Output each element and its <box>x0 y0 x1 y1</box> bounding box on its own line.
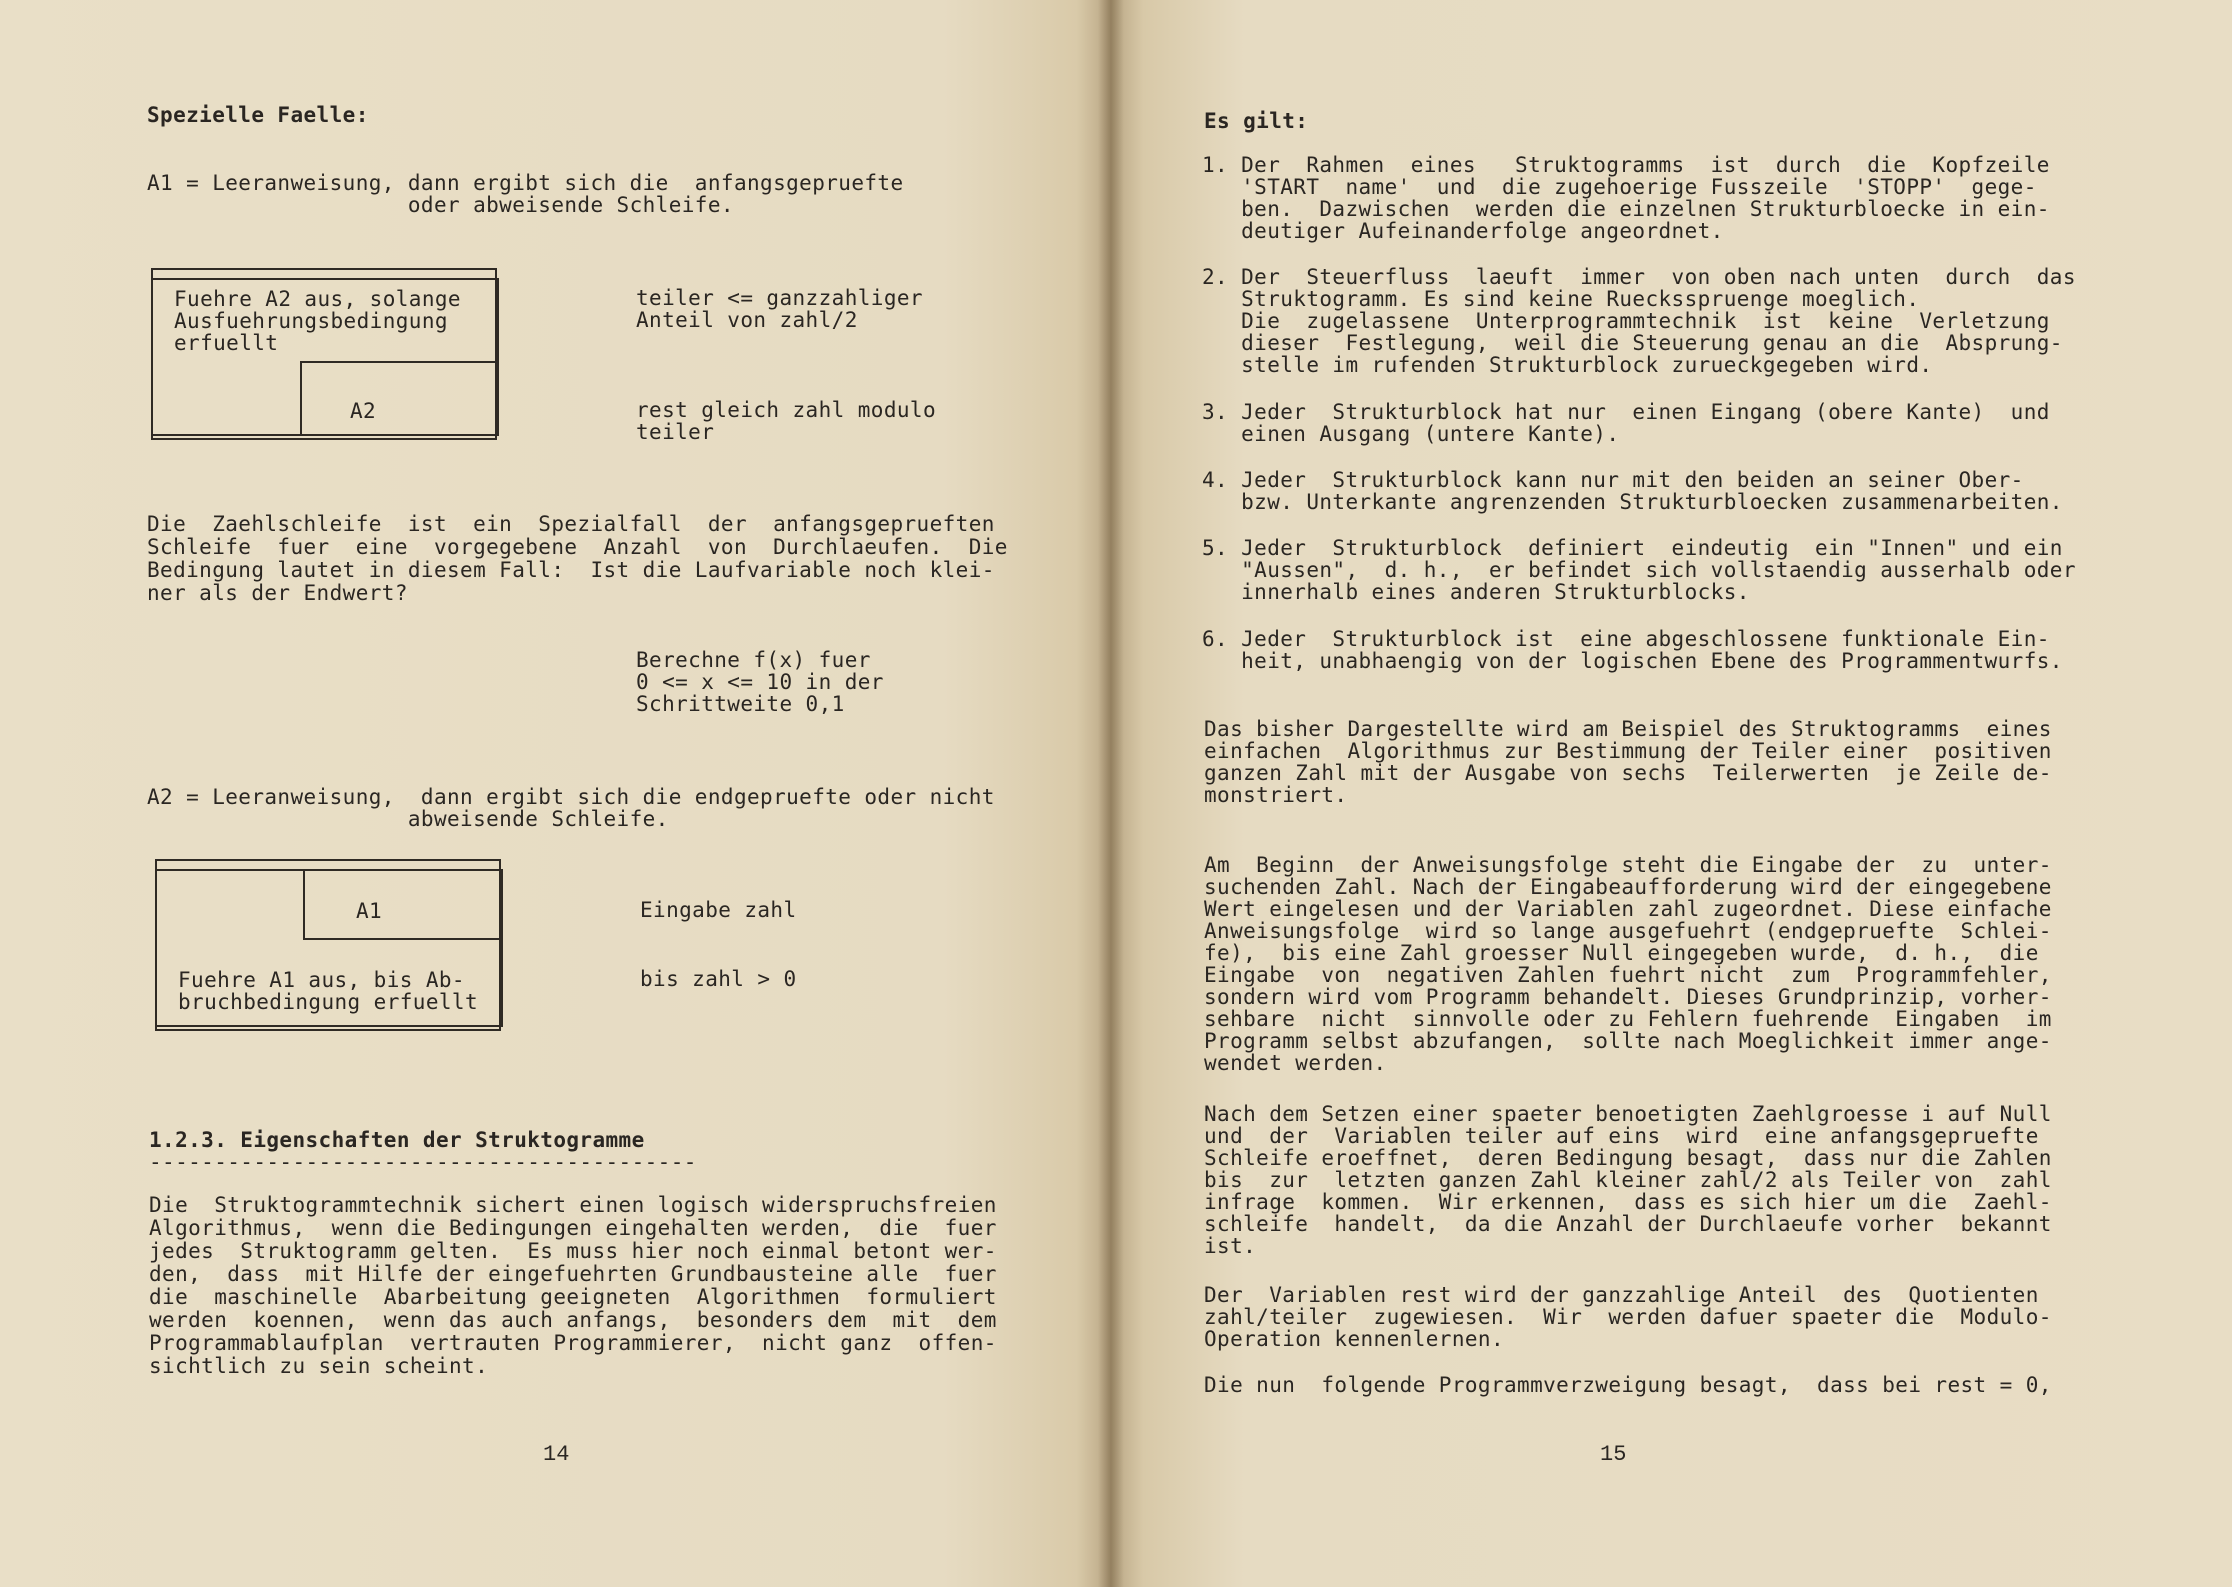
right-para3-line-2: und der Variablen teiler auf eins wird eine anfangsgepruefte <box>1204 1124 2039 1148</box>
list-item: 2. Der Steuerfluss laeuft immer von oben nach unten durch das <box>1202 265 2076 289</box>
diagram1-inner-top <box>300 361 497 363</box>
list-item: "Aussen", d. h., er befindet sich vollstaendig ausserhalb oder <box>1202 558 2076 582</box>
left-para1-line-1: Die Zaehlschleife ist ein Spezialfall der anfangsgeprueften <box>147 512 995 536</box>
right-para4-line-2: zahl/teiler zugewiesen. Wir werden dafuer spaeter die Modulo- <box>1204 1305 2052 1329</box>
list-item: 5. Jeder Strukturblock definiert eindeutig ein "Innen" und ein <box>1202 536 2063 560</box>
left-para2-line-2: Algorithmus, wenn die Bedingungen eingehalten werden, die fuer <box>149 1216 997 1240</box>
right-para5: Die nun folgende Programmverzweigung besagt, dass bei rest = 0, <box>1204 1373 2052 1397</box>
section-rule: ------------------------------------------ <box>149 1150 697 1174</box>
right-para2-line-5: fe), bis eine Zahl groesser Null eingegeben wurde, d. h., die <box>1204 941 2039 965</box>
left-para2-line-6: werden koennen, wenn das auch anfangs, besonders dem mit dem <box>149 1308 997 1332</box>
right-para2-line-9: Programm selbst abzufangen, sollte nach Moeglichkeit immer ange- <box>1204 1029 2052 1053</box>
left-para2-line-4: den, dass mit Hilfe der eingefuehrten Grundbausteine alle fuer <box>149 1262 997 1286</box>
left-page-number: 14 <box>543 1442 570 1467</box>
diagram2-top-rule <box>155 859 501 861</box>
code3-line-3: Schrittweite 0,1 <box>636 692 845 716</box>
left-para1-line-4: ner als der Endwert? <box>147 581 408 605</box>
code3-line-1: Berechne f(x) fuer <box>636 648 871 672</box>
list-item: stelle im rufenden Strukturblock zurueckgegeben wird. <box>1202 353 1933 377</box>
right-para3-line-1: Nach dem Setzen einer spaeter benoetigten Zaehlgroesse i auf Null <box>1204 1102 2052 1126</box>
list-item: 6. Jeder Strukturblock ist eine abgeschlossene funktionale Ein- <box>1202 627 2050 651</box>
right-para3-line-6: schleife handelt, da die Anzahl der Durchlaeufe vorher bekannt <box>1204 1212 2052 1236</box>
right-para1-line-1: Das bisher Dargestellte wird am Beispiel des Struktogramms eines <box>1204 717 2052 741</box>
right-para3-line-4: bis zur letzten ganzen Zahl kleiner zahl/2 als Teiler von zahl <box>1204 1168 2052 1192</box>
left-para2-line-5: die maschinelle Abarbeitung geeigneten Algorithmen formuliert <box>149 1285 997 1309</box>
right-para1-line-2: einfachen Algorithmus zur Bestimmung der Teiler einer positiven <box>1204 739 2052 763</box>
right-para4-line-1: Der Variablen rest wird der ganzzahlige Anteil des Quotienten <box>1204 1283 2039 1307</box>
diagram1-text-3: erfuellt <box>174 331 279 355</box>
list-item: 1. Der Rahmen eines Struktogramms ist durch die Kopfzeile <box>1202 153 2050 177</box>
right-heading: Es gilt: <box>1204 109 1309 133</box>
a2-line-1: A2 = Leeranweisung, dann ergibt sich die endgepruefte oder nicht <box>147 785 995 809</box>
left-para2-line-1: Die Struktogrammtechnik sichert einen logisch widerspruchsfreien <box>149 1193 997 1217</box>
diagram2-inner-label: A1 <box>356 899 383 923</box>
diagram1-inner-left <box>300 361 302 434</box>
right-para2-line-8: sehbare nicht sinnvolle oder zu Fehlern fuehrende Eingaben im <box>1204 1007 2052 1031</box>
diagram1-bottom-rule <box>151 438 497 440</box>
list-item: deutiger Aufeinanderfolge angeordnet. <box>1202 219 1724 243</box>
code2-line-1: rest gleich zahl modulo <box>636 398 936 422</box>
left-para2-line-7: Programmablaufplan vertrauten Programmierer, nicht ganz offen- <box>149 1331 997 1355</box>
list-item: heit, unabhaengig von der logischen Ebene des Programmentwurfs. <box>1202 649 2063 673</box>
left-page <box>0 0 1110 1587</box>
diagram1-inner-label: A2 <box>350 399 377 423</box>
left-para2-line-8: sichtlich zu sein scheint. <box>149 1354 489 1378</box>
right-page <box>1110 0 2232 1587</box>
a2-line-2: abweisende Schleife. <box>147 807 669 831</box>
list-item: Struktogramm. Es sind keine Ruecksspruenge moeglich. <box>1202 287 1920 311</box>
a1-line-1: A1 = Leeranweisung, dann ergibt sich die anfangsgepruefte <box>147 171 904 195</box>
right-para1-line-3: ganzen Zahl mit der Ausgabe von sechs Teilerwerten je Zeile de- <box>1204 761 2052 785</box>
diagram1-text-2: Ausfuehrungsbedingung <box>174 309 448 333</box>
right-para2-line-7: sondern wird vom Programm behandelt. Dieses Grundprinzip, vorher- <box>1204 985 2052 1009</box>
list-item: einen Ausgang (untere Kante). <box>1202 422 1620 446</box>
section-heading: 1.2.3. Eigenschaften der Struktogramme <box>149 1128 645 1152</box>
left-para2-line-3: jedes Struktogramm gelten. Es muss hier noch einmal betont wer- <box>149 1239 997 1263</box>
diagram2-inner-left <box>303 869 305 940</box>
list-item: innerhalb eines anderen Strukturblocks. <box>1202 580 1750 604</box>
right-para2-line-3: Wert eingelesen und der Variablen zahl zugeordnet. Diese einfache <box>1204 897 2052 921</box>
list-item: 4. Jeder Strukturblock kann nur mit den beiden an seiner Ober- <box>1202 468 2024 492</box>
diagram2-text-1: Fuehre A1 aus, bis Ab- <box>178 968 465 992</box>
diagram2-inner-bottom <box>303 938 501 940</box>
right-para2-line-2: suchenden Zahl. Nach der Eingabeaufforderung wird der eingegebene <box>1204 875 2052 899</box>
diagram2-text-2: bruchbedingung erfuellt <box>178 990 478 1014</box>
right-para3-line-7: ist. <box>1204 1234 1257 1258</box>
right-para3-line-5: infrage kommen. Wir erkennen, dass es sich hier um die Zaehl- <box>1204 1190 2052 1214</box>
code3-line-2: 0 <= x <= 10 in der <box>636 670 884 694</box>
code4: Eingabe zahl <box>640 898 797 922</box>
left-para1-line-2: Schleife fuer eine vorgegebene Anzahl von Durchlaeufen. Die <box>147 535 1008 559</box>
code1-line-2: Anteil von zahl/2 <box>636 308 858 332</box>
right-para3-line-3: Schleife eroeffnet, deren Bedingung besagt, dass nur die Zahlen <box>1204 1146 2052 1170</box>
right-para4-line-3: Operation kennenlernen. <box>1204 1327 1504 1351</box>
left-para1-line-3: Bedingung lautet in diesem Fall: Ist die Laufvariable noch klei- <box>147 558 995 582</box>
list-item: dieser Festlegung, weil die Steuerung genau an die Absprung- <box>1202 331 2063 355</box>
diagram1-text-1: Fuehre A2 aus, solange <box>174 287 461 311</box>
code1-line-1: teiler <= ganzzahliger <box>636 286 923 310</box>
right-para2-line-1: Am Beginn der Anweisungsfolge steht die Eingabe der zu unter- <box>1204 853 2052 877</box>
list-item: bzw. Unterkante angrenzenden Strukturbloecken zusammenarbeiten. <box>1202 490 2063 514</box>
list-item: Die zugelassene Unterprogrammtechnik ist keine Verletzung <box>1202 309 2050 333</box>
right-page-number: 15 <box>1600 1442 1627 1467</box>
diagram2-bottom-rule <box>155 1029 501 1031</box>
right-para1-line-4: monstriert. <box>1204 783 1348 807</box>
right-para2-line-6: Eingabe von negativen Zahlen fuehrt nicht zum Programmfehler, <box>1204 963 2052 987</box>
list-item: 3. Jeder Strukturblock hat nur einen Eingang (obere Kante) und <box>1202 400 2050 424</box>
diagram1-top-rule <box>151 268 497 270</box>
code2-line-2: teiler <box>636 420 715 444</box>
right-para2-line-10: wendet werden. <box>1204 1051 1387 1075</box>
right-para2-line-4: Anweisungsfolge wird so lange ausgefuehrt (endgepruefte Schlei- <box>1204 919 2052 943</box>
code5: bis zahl > 0 <box>640 967 797 991</box>
list-item: ben. Dazwischen werden die einzelnen Strukturbloecke in ein- <box>1202 197 2050 221</box>
book-gutter <box>1098 0 1124 1587</box>
a1-line-2: oder abweisende Schleife. <box>147 193 734 217</box>
left-heading: Spezielle Faelle: <box>147 103 369 127</box>
list-item: 'START name' und die zugehoerige Fusszeile 'STOPP' gege- <box>1202 175 2037 199</box>
